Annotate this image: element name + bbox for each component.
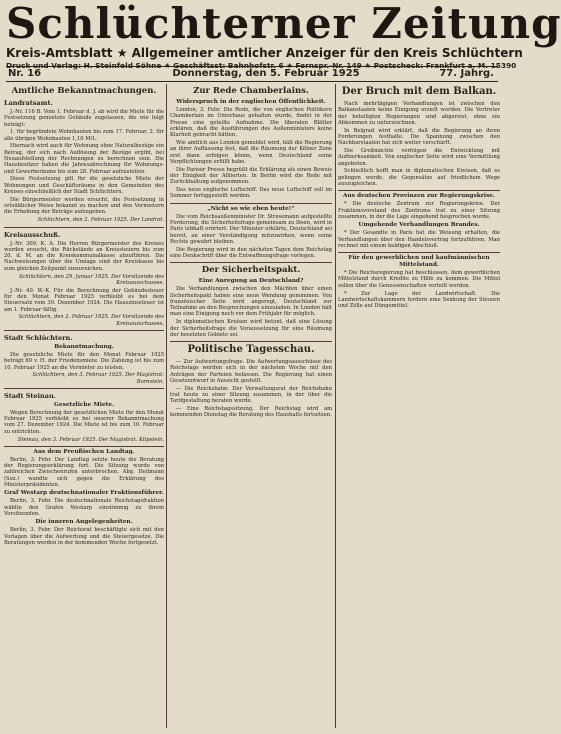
divider: [4, 388, 164, 389]
divider: [4, 227, 164, 228]
signature: Schlüchtern, den 2. Februar 1925. Der Landrat.: [37, 217, 164, 224]
article-text: * Der Gesandte in Paris hat die Weisung erhalten, die Verhandlungen über den Handelsvertrag fortzuführen. Man rechnet mit einem baldigen Abschluß.: [338, 230, 500, 249]
sub-heading: Bekanntmachung.: [54, 343, 114, 350]
article-text: Die Pariser Presse begrüßt die Erklärung als einen Beweis der Einigkeit der Alliierten. In Berlin wird die Rede mit Zurückhaltung aufgenommen.: [170, 166, 332, 186]
article-heading: Der Sicherheitspakt.: [201, 265, 301, 276]
sub-heading: Aus dem Preußischen Landtag.: [33, 448, 135, 455]
article-text: Nach mehrtägigen Verhandlungen ist zwischen den Balkanstaaten keine Einigung erzielt worden. Die Vertreter der beteiligten Regierungen sind abgereist, ohne ein Abkommen zu unterzeichnen.: [338, 101, 500, 126]
sub-heading: „Nicht so wie eben heute!“: [207, 205, 295, 212]
sub-heading: Die inneren Angelegenheiten.: [35, 519, 133, 526]
publisher-line: Druck und Verlag: H. Steinfeld Söhne ★ Geschäftsst: Bahnhofstr. 6 ★ Fernspr.-Nr. 149 ★ Postscheck: Frankfurt a. M. 15390: [6, 61, 517, 70]
article-text: Berlin, 3. Febr. Der Reichsrat beschäftigte sich mit den Vorlagen über die Aufwertung und die Steuergesetze. Die Beratungen werden in der kommenden Woche fortgesetzt.: [4, 527, 164, 546]
divider: [338, 190, 500, 191]
article-text: J.-Nr. 40. W.-K. Für die Berechnung der Gebäudesteuer für den Monat Februar 1925 verbleibt es bei dem Steuersatz vom 30. Dezember 1924. Die Hauszinssteuer ist am 1. Februar fällig.: [4, 287, 164, 313]
article-text: London, 3. Febr. Die Rede, die von englischen Politikern Chamberlain im Unterhaus gehalten wurde, findet in der Presse eine geteilte Aufnahme. Die liberalen Blätter erklären, daß die Ausführungen des Außenministers keine Klarheit gebracht hätten.: [170, 107, 332, 139]
article-text: Diese Festsetzung gilt für die gesetzliche Miete der Wohnungen und Geschäftsräume in den Gemeinden des Kreises einschließlich der Stadt Schlüchtern.: [4, 176, 164, 196]
sub-heading: Aus deutschen Provinzen zur Regierungskrise.: [343, 193, 495, 200]
column-rule: [166, 84, 167, 728]
signature: Steinau, den 3. Februar 1925. Der Magistrat. Kilpstein.: [17, 436, 164, 443]
article-text: J.-Nr. 116 B. Vom 1. Februar d. J. ab wird die Miete für die Festsetzung gemietete Gebäude zugelassen, die wie folgt beträgt:: [4, 109, 164, 128]
article-text: * Die Reichsregierung hat beschlossen, dem gewerblichen Mittelstand durch Kredite zu Hilfe zu kommen. Die Mittel sollen über die Genossenschaften verteilt werden.: [338, 270, 500, 289]
newspaper-subtitle: Kreis-Amtsblatt ★ Allgemeiner amtlicher Anzeiger für den Kreis Schlüchtern: [6, 46, 523, 60]
masthead: [6, 0, 561, 70]
article-text: * Zur Lage der Landwirtschaft. Die Landwirtschaftskammern fordern eine Senkung der Steuern und Zölle auf Düngemittel.: [338, 290, 500, 310]
divider: [4, 446, 164, 447]
column-right: [338, 84, 500, 732]
divider: [170, 262, 332, 263]
article-text: Schließlich hofft man in diplomatischen Kreisen, daß es gelingen werde, die Gegensätze auf friedlichem Wege auszugleichen.: [338, 168, 500, 188]
article-text: Berlin, 3. Febr. Der Landtag setzte heute die Beratung der Regierungserklärung fort. Die Sitzung wurde von zahlreichen Zwischenrufen unterbrochen. Abg. Heilmann (Soz.) wandte sich gegen die Erklärung des Ministerpräsidenten.: [4, 456, 164, 489]
section-heading: Landratsamt.: [4, 99, 53, 107]
article-text: * Die deutsche Zentrum zur Regierungskrise. Der Fraktionsvorstand des Zentrums trat zu einer Sitzung zusammen, in der die Lage eingehend besprochen wurde.: [338, 201, 500, 220]
article-text: — Die Reichsbahn. Der Verwaltungsrat der Reichsbahn trat heute zu einer Sitzung zusammen, in der über die Tarifgestaltung beraten wurde.: [170, 385, 332, 405]
signature: Schlüchtern, den 3. Februar 1925. Der Magistrat: Bornstein.: [32, 372, 164, 385]
article-heading: Zur Rede Chamberlains.: [193, 86, 309, 96]
sub-heading: Widerspruch in der englischen Öffentlichkeit.: [176, 99, 326, 105]
volume-year: 77. Jahrg.: [439, 68, 494, 79]
article-heading: Der Bruch mit dem Balkan.: [341, 86, 497, 97]
article-text: — Eine Reichstagssitzung. Der Reichstag wird am kommenden Dienstag die Beratung des Haushalts fortsetzen.: [170, 406, 332, 419]
issue-date: Donnerstag, den 5. Februar 1925: [172, 68, 360, 79]
section-heading: Kreisausschuß.: [4, 230, 61, 239]
article-text: 1. für begründete Wohnbauten bis zum 17. Februar, 2. für alle übrigen Wohnbauten 1,10 M/L.: [4, 129, 164, 142]
article-text: Die vom Reichsaußenminister Dr. Stresemann aufgestellte Forderung, die Sicherheitsfrage gemeinsam zu lösen, wird in Paris lebhaft erörtert. Der Minister erklärte, Deutschland sei bereit, an einer Verständigung mitzuwirken, wenn seine Rechte gewahrt bleiben.: [170, 213, 332, 245]
sub-heading: Für den gewerblichen und kaufmännischen Mittelstand.: [348, 255, 490, 269]
dateline: [6, 66, 498, 82]
sub-heading: Eine Anregung an Deutschland?: [198, 278, 304, 285]
article-text: Die Verhandlungen zwischen den Mächten über einen Sicherheitspakt haben eine neue Wendung genommen. Von französischer Seite wird angeregt, Deutschland zur Teilnahme an den Besprechungen einzuladen. In London hält man eine Einigung noch vor dem Frühjahr für möglich.: [170, 286, 332, 318]
article-text: Hiernach wird auch für Wohnung ohne Naturalbezüge ein Betrag, der sich nach Auflösung der Bezüge ergibt, bei Neuaufstellung der Rechnungen zu berechnen sein. Die Hausbesitzer haben die Jahresabrechnung für Wohnungs- und Gewerberäume bis zum 28. Februar aufzustellen.: [4, 143, 164, 175]
column-middle: [170, 84, 332, 732]
newspaper-title: Schlüchterner Zeitung: [6, 0, 561, 48]
column-rule: [335, 84, 336, 728]
article-text: Berlin, 3. Febr. Die deutschnationale Reichstagsfraktion wählte den Grafen Westarp einstimmig zu ihrem Vorsitzenden.: [4, 498, 164, 517]
issue-number: Nr. 16: [8, 68, 42, 79]
article-text: Wie amtlich aus London gemeldet wird, hält die Regierung an ihrer Auffassung fest, daß die Räumung der Kölner Zone erst dann erfolgen könne, wenn Deutschland seine Verpflichtungen erfüllt habe.: [170, 139, 332, 165]
article-text: Wegen Berechnung der gesetzlichen Miete für den Monat Februar 1925 verbleibt es bei unserer Bekanntmachung vom 27. Dezember 1924. Die Miete ist bis zum 10. Februar zu entrichten.: [4, 409, 164, 435]
section-heading: Stadt Steinau.: [4, 391, 56, 400]
divider: [4, 330, 164, 331]
article-text: Die gesetzliche Miete für den Monat Februar 1925 beträgt 80 v. H. der Friedensmiete. Die Zahlung ist bis zum 10. Februar 1925 an die Vermieter zu leisten.: [4, 351, 164, 371]
article-heading: Amtliche Bekanntmachungen.: [11, 86, 157, 96]
article-text: In Belgrad wird erklärt, daß die Regierung an ihren Forderungen festhalte. Die Spannung zwischen den Nachbarstaaten hat sich weiter verschärft.: [338, 127, 500, 147]
sub-heading: Graf Westarp deutschnationaler Fraktionsführer.: [4, 490, 164, 497]
article-text: Die Großmächte verfolgen die Entwicklung mit Aufmerksamkeit. Von englischer Seite wird eine Vermittlung angeboten.: [338, 148, 500, 167]
article-text: — Zur Aufwertungsfrage. Die Aufwertungsausschüsse des Reichstags werden sich in der nächsten Woche mit den Anträgen der Parteien befassen. Die Regierung hat einen Gesetzentwurf in Aussicht gestellt.: [170, 359, 332, 384]
column-left: [4, 84, 164, 732]
signature: Schlüchtern, den 2. Februar 1925. Der Vorsitzende des Kreisausschusses.: [18, 314, 164, 327]
divider: [338, 252, 500, 253]
section-heading: Stadt Schlüchtern.: [4, 333, 73, 342]
signature: Schlüchtern, den 29. Januar 1925. Der Vorsitzende des Kreisausschusses.: [18, 273, 164, 286]
article-heading: Politische Tagesschau.: [187, 344, 315, 356]
article-text: Das neue englische Luftschiff. Das neue Luftschiff soll im Sommer fertiggestellt werden.: [170, 187, 332, 200]
article-text: J.-Nr. 309. K. A. Die Herren Bürgermeister des Kreises werden ersucht, die Rückstände an Kreissteuern bis zum 20. d. M. an die Kreiskommunalkasse abzuführen. Die Nachweisungen über die Umlage sind der Kreiskasse bis zum gleichen Zeitpunkt einzureichen.: [4, 240, 164, 272]
divider: [170, 341, 332, 342]
article-text: In diplomatischen Kreisen wird betont, daß eine Lösung der Sicherheitsfrage die Voraussetzung für eine Räumung der besetzten Gebiete sei.: [170, 319, 332, 338]
sub-heading: Gesetzliche Miete.: [53, 401, 115, 408]
sub-heading: Umgehende Verhandlungen Brandes.: [358, 222, 480, 229]
divider: [170, 203, 332, 204]
article-text: Die Regierung wird in den nächsten Tagen dem Reichstag eine Denkschrift über die Entwaffnungsfrage vorlegen.: [170, 246, 332, 259]
article-text: Die Bürgermeister werden ersucht, die Festsetzung in ortsüblicher Weise bekannt zu machen und den Vermietern die Erhebung der Beträge aufzugeben.: [4, 196, 164, 216]
